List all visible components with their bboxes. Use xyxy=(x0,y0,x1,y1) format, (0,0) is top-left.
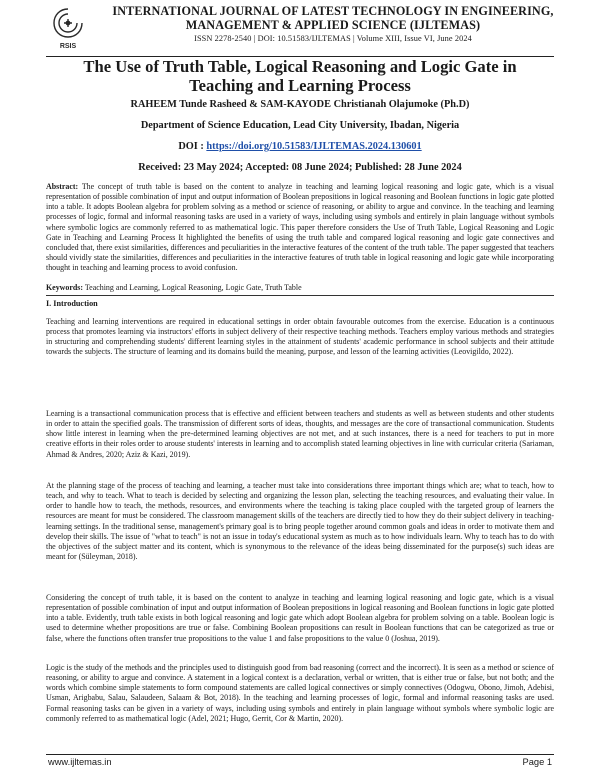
publication-dates: Received: 23 May 2024; Accepted: 08 June 2024; Published: 28 June 2024 xyxy=(138,162,462,173)
keywords-divider xyxy=(46,295,554,296)
doi xyxy=(46,141,554,152)
journal-title-line1: INTERNATIONAL JOURNAL OF LATEST TECHNOLOGY IN ENGINEERING, xyxy=(112,4,554,18)
keywords-text: Teaching and Learning, Logical Reasoning, Logic Gate, Truth Table xyxy=(84,283,302,292)
logo-text: RSIS xyxy=(59,43,77,50)
authors: RAHEEM Tunde Rasheed & SAM-KAYODE Christianah Olajumoke (Ph.D) xyxy=(130,99,470,110)
footer-divider xyxy=(46,754,554,755)
keywords-label: Keywords: xyxy=(46,283,84,292)
paragraph: At the planning stage of the process of teaching and learning, a teacher must take into considerations three important things which are; what to teach, how to teach, and why to teach. What to teach is decided by selecting and organizing the lesson plan, selecting the teaching resources, and evaluating their value. In order to handle how to teach, the methods, resources, and environments where the teaching is taking place coupled with the targeted group of learners the resources are meant for must be considered. The classroom management skills of the teachers are directly tied to how they do their subject delivery in teaching-learning settings. In the traditional sense, management's primary goal is to bring people together around common goals and ideas in order to motivate them and develop their skills. The issue of "what to teach" is not an issue in today's educational system as much as to how individuals learn. Why to teach has to do with the objectives of the subject matter and its content, which is synonymous to the relevance of the ideas being disseminated for the purpose(s) such ideas are meant for (Süleyman, 2018). xyxy=(46,481,554,562)
paragraph: Learning is a transactional communication process that is effective and efficient between teachers and students as well as between students and other students in order to attain the specified goals. The transmission of different sorts of ideas, thoughts, and messages are the core of transactional communication. Students show little interest in learning when the pre-determined learning objectives are not met, and at such instances, there is a need for teachers to put in more creative efforts in their roles order to arouse students' interests in learning and to accomplish stated learning objectives in line with curricular criteria (Sariaman, Ahmad & Andres, 2020; Aziz & Kazi, 2019). xyxy=(46,409,554,459)
issn-line: ISSN 2278-2540 | DOI: 10.51583/IJLTEMAS | Volume XIII, Issue VI, June 2024 xyxy=(194,34,472,43)
journal-logo xyxy=(48,6,88,52)
title-line2: Teaching and Learning Process xyxy=(189,76,411,95)
title-line1: The Use of Truth Table, Logical Reasoning and Logic Gate in xyxy=(83,57,517,76)
abstract-text: The concept of truth table is based on the content to analyze in teaching and learning logical reasoning and logic gate, which is a visual representation of possible combination of input and output information of Boolean prepositions in logical reasoning and Boolean functions in logic gate plotted into a table. It adopts Boolean algebra for problem solving as a method or science of reasoning, or ability to argue and convince. In the teaching and learning processes of logic, formal and informal reasoning tasks are used in a variety of ways, including using symbols and entirely in plain language without symbols where symbolic logics are commonly referred to as mathematical logic. This paper therefore considers the Use of Truth Table, Logical Reasoning and Logic Gate in Teaching and Learning Process It highlighted the benefits of using the truth table and compared logical reasoning and logic gate connectives and concluded that, there exist similarities, differences and peculiarities in the interactive features of the content of the truth table. The paper suggested that teachers should vividly state the similarities, differences and peculiarities in the interactive features of truth table in logical reasoning and logic gate while incorporating thought in teaching and learning process to avoid confusion. xyxy=(46,182,554,273)
paper-title xyxy=(46,57,554,95)
doi-label: DOI : xyxy=(178,141,204,152)
footer-website[interactable]: www.ijltemas.in xyxy=(48,757,112,767)
doi-link[interactable]: https://doi.org/10.51583/IJLTEMAS.2024.130601 xyxy=(206,141,422,152)
paragraph: Teaching and learning interventions are required in educational settings in order obtain favourable outcomes from the exercise. Education is a continuous process that promotes learning via instructors' efforts in subject delivery of their respective teaching methods. Teachers employ various methods and strategies in structuring and comprehending students' different learning styles in the attainment of students' academic performance in school subjects and their attitude towards the subjects. The structure of learning and its domains build the meaning, purpose, and lesson of the learning activities (Leovigildo, 2022). xyxy=(46,317,554,357)
keywords xyxy=(46,283,554,293)
journal-title-line2: MANAGEMENT & APPLIED SCIENCE (IJLTEMAS) xyxy=(185,18,481,32)
journal-header xyxy=(88,4,578,44)
abstract xyxy=(46,182,554,273)
section-heading: I. Introduction xyxy=(46,299,98,308)
paragraph: Considering the concept of truth table, it is based on the content to analyze in teaching and learning logical reasoning and logic gate, which is a visual representation of possible combination of input and output information of Boolean prepositions in logical reasoning and Boolean functions in logic gate plotted into a table. Evidently, truth table exists in both logical reasoning and logic gate which adopt Boolean algebra for problem solving on a table. Boolean logic is used to determine whether propositions are true or false. Combining Boolean propositions can result in Boolean functions that can be categorized as true or false, where the functions often transfer true propositions to the value 1 and false propositions to the value 0 (Joshua, 2019). xyxy=(46,593,554,643)
page-number: Page 1 xyxy=(522,757,552,767)
abstract-label: Abstract: xyxy=(46,182,79,191)
paragraph: Logic is the study of the methods and the principles used to distinguish good from bad reasoning (correct and the incorrect). It is seen as a method or science of reasoning, or ability to argue and convince. A statement in a logical context is a declaration, verbal or written, that is either true or false, but not both; and the words which combine simple statements to form compound statements are called logical connectives or simply connectives (Odogwu, Obono, Jimoh, Adebisi, Usman, Arigbabu, Salau, Salaudeen, Salaam & Bot, 2018). In the teaching and learning processes of logic, formal and informal reasoning tasks are used. Formal reasoning tasks can be given in a variety of ways, including using symbols and entirely in plain language without symbols where symbolic logic are commonly referred to as mathematical logic (Adel, 2021; Hugo, Gerrit, Cor & Martin, 2020). xyxy=(46,663,554,723)
affiliation: Department of Science Education, Lead City University, Ibadan, Nigeria xyxy=(140,120,460,131)
